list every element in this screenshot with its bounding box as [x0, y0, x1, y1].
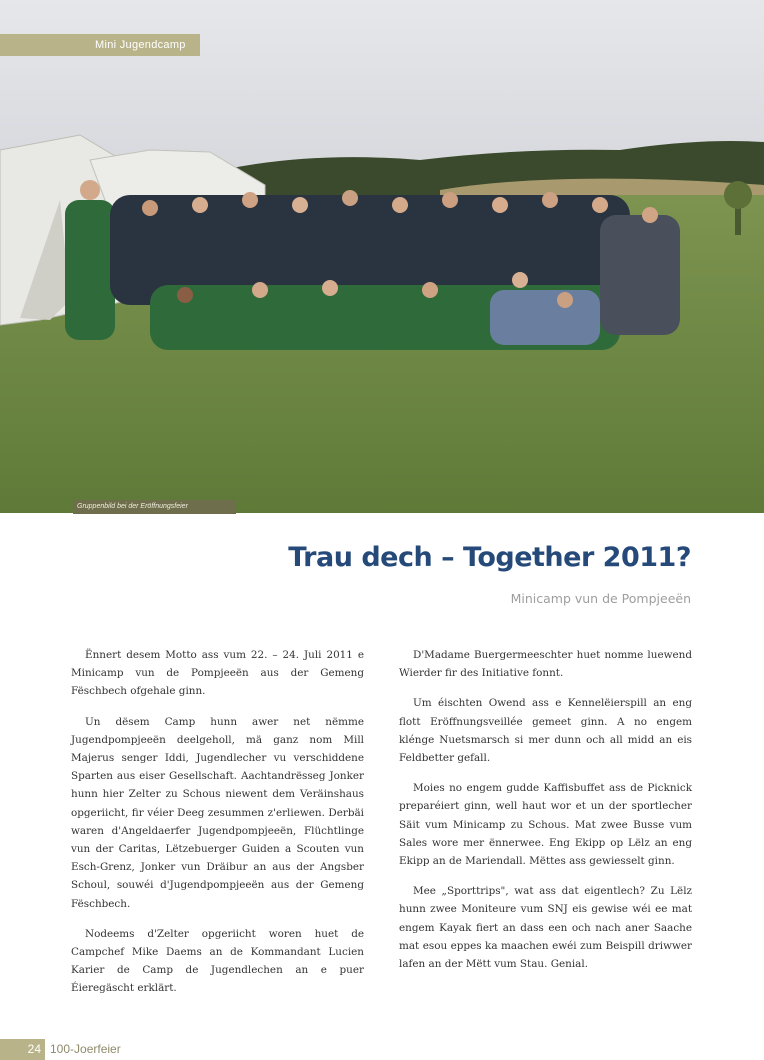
page-number: 24: [0, 1039, 45, 1060]
article-title: Trau dech – Together 2011?: [288, 542, 691, 573]
paragraph: Mee „Sporttrips", wat ass dat eigentlech? Zu Lëlz hunn zwee Moniteure vum SNJ eis gewise wéi ee mat engem Kayak fiert an dass een och nach aner Saache mat esou eppes ka maachen ewéi zum Beispill driwwer lafen an der Mëtt vum Stau. Genial.: [399, 885, 692, 971]
paragraph: Ënnert desem Motto ass vum 22. – 24. Juli 2011 e Minicamp vun de Pompjeeën aus der Gemeng Fëschbech ofgehale ginn.: [71, 649, 364, 698]
group-of-people: [65, 180, 680, 350]
paragraph: D'Madame Buergermeeschter huet nomme luewend Wierder fir des Initiative fonnt.: [399, 649, 692, 680]
article-subtitle: Minicamp vun de Pompjeeën: [510, 591, 691, 606]
publication-name: 100-Joerfeier: [50, 1042, 121, 1056]
article-column-left: [71, 646, 364, 1010]
paragraph: Un dësem Camp hunn awer net nëmme Jugendpompjeeën deelgeholl, mä ganz nom Mill Majerus senger Iddi, Jugendlecher vu verschiddene Sparten aus eiser Gesellschaft. Aachtandrësseg Jonker hunn hier Zelter zu Schous niewent dem Veräinshaus opgeriicht, fir véier Deeg zesummen z'erliewen. Derbäi waren d'Angeldaerfer Jugendpompjeeën, Flüchtlinge vun der Caritas, Lëtzebuerger Guiden a Scouten vun Esch-Grenz, Jonker vun Dräibur an aus der Angsber Schoul, souwéi d'Jugendpompjeeën aus der Gemeng Fëschbech.: [71, 715, 364, 910]
group-photo: [0, 0, 764, 513]
article-column-right: [399, 646, 692, 985]
paragraph: Nodeems d'Zelter opgeriicht woren huet de Campchef Mike Daems an de Kommandant Lucien Karier de Camp de Jugendlechen an e puer Éieregäscht erklärt.: [71, 927, 364, 995]
group-photo-illustration: [0, 0, 764, 513]
section-label: Mini Jugendcamp: [0, 34, 200, 56]
paragraph: Moies no engem gudde Kaffisbuffet ass de Picknick preparéiert ginn, well haut wor et un der sportlecher Säit vum Minicamp zu Schous. Mat zwee Busse vum Sales wore mer ënnerwee. Eng Ekipp op Lëlz an eng Ekipp an de Mariendall. Mëttes ass gewiesselt ginn.: [399, 782, 692, 868]
paragraph: Um éischten Owend ass e Kennelëierspill an eng flott Eröffnungsveillée gemeet ginn. A no engem klénge Nuetsmarsch si mer dunn och all midd an eis Feldbetter gefall.: [399, 697, 692, 765]
photo-caption: Gruppenbild bei der Eröffnungsfeier: [73, 500, 236, 514]
